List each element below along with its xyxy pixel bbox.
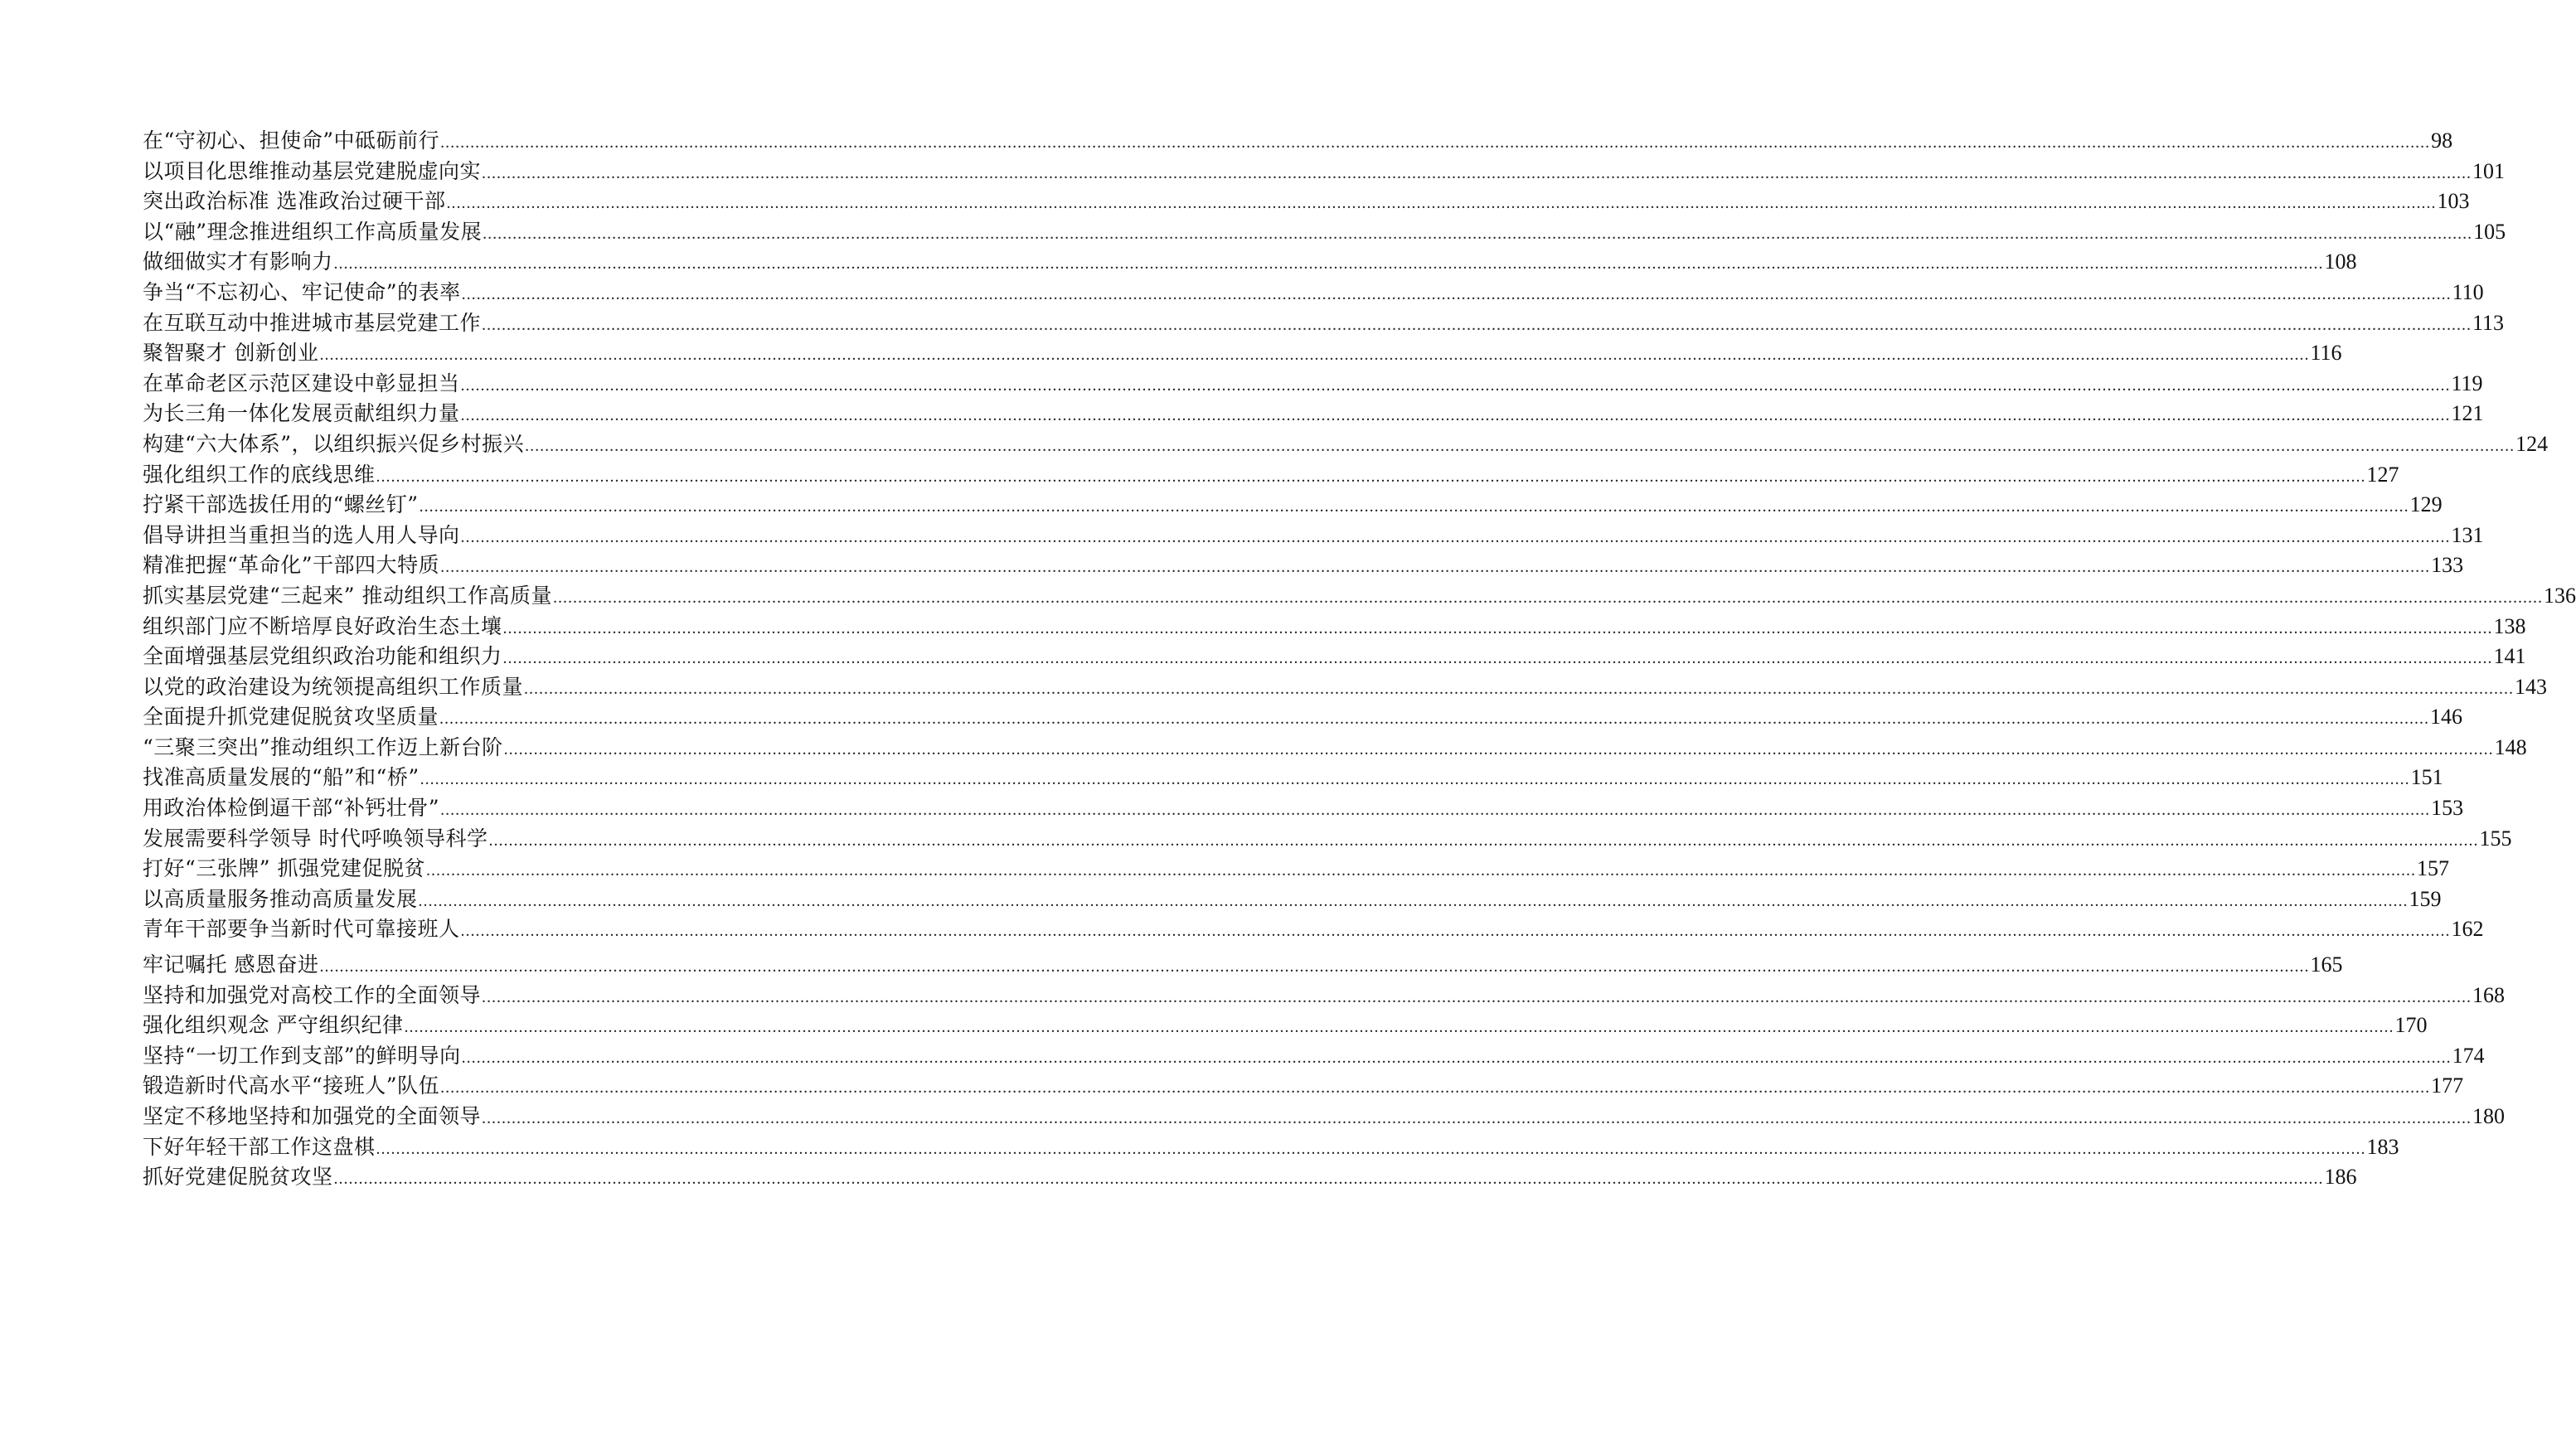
toc-leader-dots: ................................................................................................................................................................................................................................................................................................................................................................................................................ (482, 315, 2472, 334)
toc-entry[interactable] (143, 824, 2512, 855)
toc-leader-dots: ................................................................................................................................................................................................................................................................................................................................................................................................................ (482, 1109, 2472, 1127)
toc-entry-title: 抓实基层党建“三起来” 推动组织工作高质量 (143, 583, 553, 608)
table-of-contents (143, 126, 2576, 1193)
toc-entry-page: 165 (2310, 952, 2343, 977)
toc-entry[interactable] (143, 278, 2484, 308)
toc-entry[interactable] (143, 981, 2506, 1011)
toc-entry[interactable] (143, 338, 2342, 369)
toc-entry-page: 103 (2437, 189, 2470, 214)
toc-entry-title: 聚智聚才 创新创业 (143, 341, 319, 366)
toc-entry-title: 拧紧干部选拔任用的“螺丝钉” (143, 492, 419, 517)
toc-entry[interactable] (143, 702, 2463, 733)
toc-leader-dots: ................................................................................................................................................................................................................................................................................................................................................................................................................ (419, 497, 2409, 516)
toc-entry-page: 131 (2451, 522, 2484, 547)
toc-leader-dots: ................................................................................................................................................................................................................................................................................................................................................................................................................ (482, 987, 2472, 1006)
toc-entry[interactable] (143, 885, 2442, 915)
toc-entry-page: 186 (2324, 1165, 2357, 1190)
toc-leader-dots: ................................................................................................................................................................................................................................................................................................................................................................................................................ (483, 224, 2473, 243)
toc-entry-page: 168 (2472, 982, 2506, 1007)
toc-entry-page: 162 (2451, 917, 2484, 942)
toc-entry[interactable] (143, 126, 2453, 157)
toc-entry-page: 146 (2430, 705, 2463, 729)
toc-leader-dots: ................................................................................................................................................................................................................................................................................................................................................................................................................ (461, 1048, 2452, 1067)
toc-leader-dots: ................................................................................................................................................................................................................................................................................................................................................................................................................ (404, 1018, 2394, 1037)
toc-leader-dots: ................................................................................................................................................................................................................................................................................................................................................................................................................ (446, 194, 2437, 213)
toc-leader-dots: ................................................................................................................................................................................................................................................................................................................................................................................................................ (502, 618, 2493, 637)
toc-leader-dots: ................................................................................................................................................................................................................................................................................................................................................................................................................ (553, 588, 2544, 607)
toc-leader-dots: ................................................................................................................................................................................................................................................................................................................................................................................................................ (461, 284, 2452, 303)
toc-entry-title: 在革命老区示范区建设中彰显担当 (143, 371, 460, 395)
toc-entry-title: 强化组织工作的底线思维 (143, 462, 376, 487)
toc-entry[interactable] (143, 733, 2527, 763)
toc-entry[interactable] (143, 369, 2483, 400)
toc-entry-page: 153 (2431, 796, 2464, 821)
toc-leader-dots: ................................................................................................................................................................................................................................................................................................................................................................................................................ (420, 770, 2410, 789)
toc-entry-page: 113 (2472, 310, 2505, 335)
toc-leader-dots: ................................................................................................................................................................................................................................................................................................................................................................................................................ (440, 133, 2431, 152)
toc-leader-dots: ................................................................................................................................................................................................................................................................................................................................................................................................................ (439, 710, 2430, 729)
toc-leader-dots: ................................................................................................................................................................................................................................................................................................................................................................................................................ (440, 801, 2431, 820)
toc-entry[interactable] (143, 581, 2576, 612)
toc-entry[interactable] (143, 247, 2357, 278)
toc-leader-dots: ................................................................................................................................................................................................................................................................................................................................................................................................................ (460, 376, 2451, 395)
toc-entry-title: 争当“不忘初心、牢记使命”的表率 (143, 279, 461, 304)
toc-leader-dots: ................................................................................................................................................................................................................................................................................................................................................................................................................ (525, 436, 2515, 455)
toc-entry-page: 180 (2472, 1104, 2506, 1128)
toc-entry[interactable] (143, 763, 2443, 793)
toc-entry[interactable] (143, 672, 2548, 703)
toc-entry-title: 以高质量服务推动高质量发展 (143, 886, 418, 911)
toc-entry[interactable] (143, 460, 2399, 491)
toc-entry-title: 以“融”理念推进组织工作高质量发展 (143, 219, 483, 244)
toc-leader-dots: ................................................................................................................................................................................................................................................................................................................................................................................................................ (440, 558, 2431, 577)
toc-entry-page: 148 (2494, 734, 2527, 759)
toc-entry-title: 抓好党建促脱贫攻坚 (143, 1165, 333, 1190)
toc-leader-dots: ................................................................................................................................................................................................................................................................................................................................................................................................................ (319, 346, 2310, 365)
toc-entry-title: 下好年轻干部工作这盘棋 (143, 1134, 376, 1159)
toc-leader-dots: ................................................................................................................................................................................................................................................................................................................................................................................................................ (319, 957, 2310, 977)
toc-entry-title: 牢记嘱托 感恩奋进 (143, 952, 319, 977)
toc-entry[interactable] (143, 1162, 2357, 1193)
toc-entry[interactable] (143, 612, 2526, 642)
toc-entry-page: 119 (2451, 371, 2483, 395)
toc-entry-page: 105 (2473, 219, 2506, 244)
toc-entry-title: 坚持和加强党对高校工作的全面领导 (143, 982, 482, 1007)
toc-leader-dots: ................................................................................................................................................................................................................................................................................................................................................................................................................ (333, 1170, 2324, 1189)
toc-entry[interactable] (143, 1102, 2506, 1132)
toc-entry-page: 121 (2451, 401, 2484, 426)
toc-leader-dots: ................................................................................................................................................................................................................................................................................................................................................................................................................ (440, 1078, 2431, 1098)
toc-entry-page: 133 (2431, 553, 2464, 578)
toc-entry[interactable] (143, 429, 2549, 460)
toc-entry-title: 为长三角一体化发展贡献组织力量 (143, 401, 460, 426)
toc-entry-title: 做细做实才有影响力 (143, 250, 333, 274)
toc-entry-page: 177 (2431, 1074, 2464, 1098)
toc-entry[interactable] (143, 950, 2343, 981)
toc-entry[interactable] (143, 550, 2464, 581)
toc-entry-title: 找准高质量发展的“船”和“桥” (143, 765, 420, 790)
toc-entry[interactable] (143, 1132, 2399, 1163)
toc-entry-title: 以党的政治建设为统领提高组织工作质量 (143, 674, 524, 699)
toc-leader-dots: ................................................................................................................................................................................................................................................................................................................................................................................................................ (376, 467, 2366, 486)
toc-entry-page: 151 (2410, 765, 2443, 790)
toc-entry-title: 构建“六大体系”，以组织振兴促乡村振兴 (143, 431, 525, 456)
toc-entry[interactable] (143, 914, 2484, 945)
toc-entry-page: 159 (2409, 886, 2442, 911)
toc-leader-dots: ................................................................................................................................................................................................................................................................................................................................................................................................................ (333, 254, 2324, 274)
toc-entry-title: 青年干部要争当新时代可靠接班人 (143, 917, 460, 942)
toc-entry-page: 170 (2394, 1013, 2428, 1038)
toc-entry-page: 174 (2452, 1043, 2485, 1068)
toc-entry[interactable] (143, 490, 2443, 521)
toc-entry[interactable] (143, 157, 2506, 187)
toc-entry[interactable] (143, 217, 2506, 248)
toc-entry-title: 精准把握“革命化”干部四大特质 (143, 553, 440, 578)
toc-entry-title: 坚定不移地坚持和加强党的全面领导 (143, 1104, 482, 1128)
toc-leader-dots: ................................................................................................................................................................................................................................................................................................................................................................................................................ (524, 679, 2515, 698)
toc-entry-title: 打好“三张牌” 抓强党建促脱贫 (143, 856, 426, 881)
toc-entry-page: 138 (2493, 613, 2526, 638)
toc-entry-page: 108 (2324, 250, 2357, 274)
toc-entry-page: 101 (2472, 158, 2506, 183)
toc-entry-title: 倡导讲担当重担当的选人用人导向 (143, 522, 460, 547)
toc-leader-dots: ................................................................................................................................................................................................................................................................................................................................................................................................................ (460, 922, 2451, 941)
toc-entry-page: 143 (2515, 674, 2548, 699)
toc-entry-page: 127 (2366, 462, 2399, 487)
toc-leader-dots: ................................................................................................................................................................................................................................................................................................................................................................................................................ (503, 739, 2494, 759)
toc-entry-title: “三聚三突出”推动组织工作迈上新台阶 (143, 734, 503, 759)
toc-entry[interactable] (143, 793, 2464, 824)
toc-entry-page: 183 (2366, 1134, 2399, 1159)
toc-leader-dots: ................................................................................................................................................................................................................................................................................................................................................................................................................ (418, 891, 2409, 910)
toc-leader-dots: ................................................................................................................................................................................................................................................................................................................................................................................................................ (488, 831, 2479, 850)
toc-leader-dots: ................................................................................................................................................................................................................................................................................................................................................................................................................ (426, 861, 2417, 880)
toc-entry[interactable] (143, 1041, 2485, 1072)
toc-entry-title: 发展需要科学领导 时代呼唤领导科学 (143, 826, 488, 851)
toc-entry-title: 在互联互动中推进城市基层党建工作 (143, 310, 482, 335)
toc-entry-title: 全面增强基层党组织政治功能和组织力 (143, 644, 502, 669)
toc-entry[interactable] (143, 187, 2470, 217)
toc-entry[interactable] (143, 1071, 2464, 1102)
toc-entry-title: 用政治体检倒逼干部“补钙壮骨” (143, 796, 440, 821)
toc-entry-page: 129 (2409, 492, 2443, 517)
toc-leader-dots: ................................................................................................................................................................................................................................................................................................................................................................................................................ (502, 649, 2493, 668)
toc-entry-title: 在“守初心、担使命”中砥砺前行 (143, 128, 440, 153)
toc-entry-title: 锻造新时代高水平“接班人”队伍 (143, 1074, 440, 1098)
toc-leader-dots: ................................................................................................................................................................................................................................................................................................................................................................................................................ (482, 163, 2472, 182)
toc-entry-page: 110 (2452, 279, 2484, 304)
toc-entry-page: 116 (2310, 341, 2342, 366)
toc-entry[interactable] (143, 399, 2484, 429)
toc-entry[interactable] (143, 521, 2484, 551)
toc-entry-page: 124 (2515, 431, 2549, 456)
toc-entry-page: 98 (2431, 128, 2453, 153)
toc-entry-title: 强化组织观念 严守组织纪律 (143, 1013, 404, 1038)
toc-entry[interactable] (143, 308, 2505, 339)
toc-entry[interactable] (143, 1011, 2428, 1041)
toc-entry-title: 组织部门应不断培厚良好政治生态土壤 (143, 613, 502, 638)
toc-entry-page: 155 (2479, 826, 2512, 851)
toc-entry-title: 以项目化思维推动基层党建脱虚向实 (143, 158, 482, 183)
toc-entry-title: 坚持“一切工作到支部”的鲜明导向 (143, 1043, 461, 1068)
toc-entry-page: 136 (2544, 583, 2576, 608)
toc-entry[interactable] (143, 642, 2526, 672)
toc-entry-title: 突出政治标准 选准政治过硬干部 (143, 189, 446, 214)
toc-entry-page: 157 (2417, 856, 2450, 881)
toc-entry[interactable] (143, 854, 2450, 885)
toc-entry-title: 全面提升抓党建促脱贫攻坚质量 (143, 705, 439, 729)
toc-leader-dots: ................................................................................................................................................................................................................................................................................................................................................................................................................ (376, 1139, 2366, 1158)
toc-leader-dots: ................................................................................................................................................................................................................................................................................................................................................................................................................ (460, 406, 2451, 425)
toc-entry-page: 141 (2493, 644, 2526, 669)
toc-leader-dots: ................................................................................................................................................................................................................................................................................................................................................................................................................ (460, 527, 2451, 546)
